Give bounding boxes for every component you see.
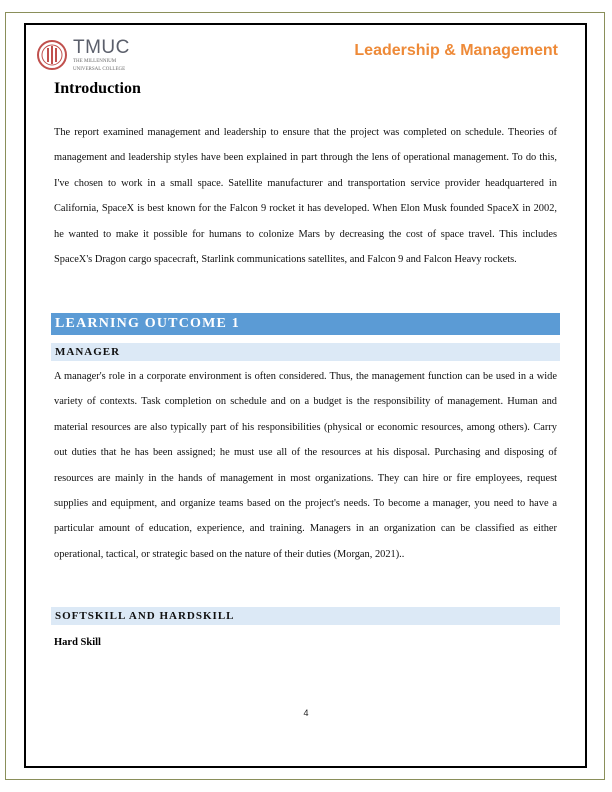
logo-subtitle-line2: UNIVERSAL COLLEGE — [73, 66, 126, 72]
hard-skill-subheading: Hard Skill — [54, 637, 101, 648]
document-header-title: Leadership & Management — [354, 42, 558, 59]
skills-heading: SOFTSKILL AND HARDSKILL — [51, 607, 560, 625]
introduction-heading: Introduction — [54, 80, 141, 97]
logo-name: TMUC — [73, 37, 130, 58]
learning-outcome-heading: LEARNING OUTCOME 1 — [51, 313, 560, 335]
page-number: 4 — [303, 708, 309, 718]
logo-emblem-icon — [36, 39, 68, 71]
logo-subtitle-line1: THE MILLENNIUM — [73, 59, 117, 64]
introduction-paragraph: The report examined management and leadership to ensure that the project was completed on schedule. Theories of management and leadership styles have been explained in part through the lens of operational management. To do this, I've chosen to work in a small space. Satellite manufacturer and transportation service provider headquartered in California, SpaceX is best known for the Falcon 9 rocket it has developed. When Elon Musk founded SpaceX in 2002, he wanted to make it possible for humans to colonize Mars by decreasing the cost of space travel. This includes SpaceX's Dragon cargo spacecraft, Starlink communications satellites, and Falcon 9 and Falcon Heavy rockets. — [54, 127, 557, 266]
college-logo — [36, 38, 130, 72]
manager-paragraph: A manager's role in a corporate environment is often considered. Thus, the management function can be used in a wide variety of contexts. Task completion on schedule and on a budget is the responsibility of management. Human and material resources are also typically part of his responsibilities (physical or economic resources, among others). Carry out duties that he has been assigned; he must use all of the resources at his disposal. Purchasing and disposing of resources are mainly in the hands of management in most organizations. They can hire or fire employees, request supplies and equipment, and organize teams based on the project's needs. To become a manager, you need to have a particular amount of education, experience, and training. Managers in an organization can be classified as either operational, tactical, or strategic based on the nature of their duties (Morgan, 2021).. — [54, 371, 557, 560]
manager-heading: MANAGER — [51, 343, 560, 361]
